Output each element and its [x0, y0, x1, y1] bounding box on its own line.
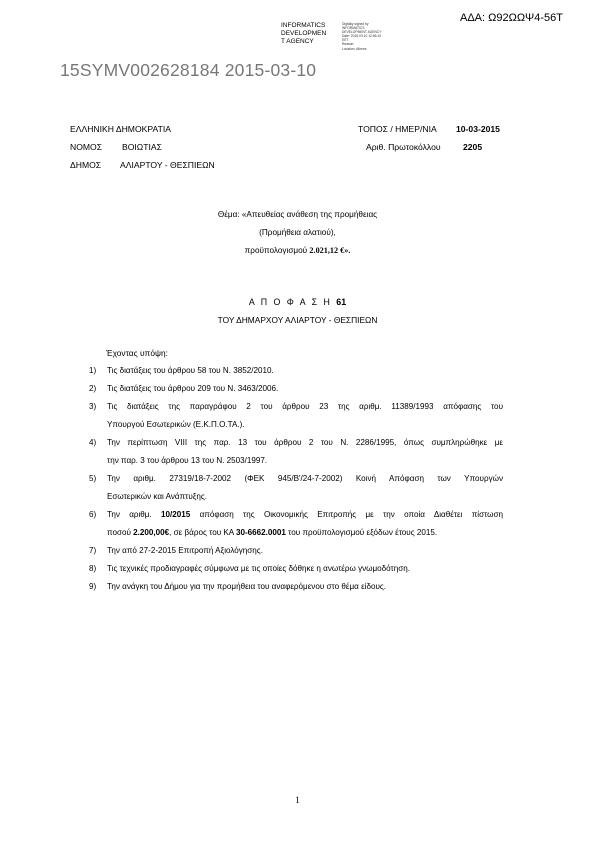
list-item-text: Τις τεχνικές προδιαγραφές σύμφωνα με τις οποίες δόθηκε η ανωτέρω γνωμοδότηση.: [107, 564, 410, 573]
municipality-label: ΔΗΜΟΣ: [70, 160, 102, 170]
list-item-number: 4): [89, 438, 97, 447]
signature-detail-line: INFORMATICS: [342, 26, 365, 31]
decision-number: 61: [336, 297, 347, 307]
budget-code: 30-6662.0001: [235, 528, 286, 537]
signature-organization: [281, 22, 331, 46]
signature-org-line: INFORMATICS: [281, 22, 326, 29]
signature-detail-line: DEVELOPMENT AGENCY: [342, 30, 382, 35]
place-date-label: ΤΟΠΟΣ / ΗΜΕΡ/ΝΙΑ: [358, 124, 437, 134]
list-item-text: Τις διατάξεις του άρθρου 209 του Ν. 3463/2006.: [107, 384, 279, 393]
text-run: ποσού: [107, 528, 134, 537]
signature-details: [342, 22, 382, 51]
credit-amount: 2.200,00€: [133, 528, 170, 537]
list-item-text-line-2: Υπουργού Εσωτερικών (Ε.Κ.Π.Ο.ΤΑ.).: [107, 420, 245, 429]
list-item-number: 9): [89, 582, 97, 591]
list-item-text-line-1: Τις διατάξεις της παραγράφου 2 του άρθρου 23 της αριθμ. 11389/1993 απόφασης του: [107, 402, 503, 411]
signature-detail-line: Date: 2015.03.10 12:56:10: [342, 34, 382, 39]
list-item-number: 1): [89, 366, 97, 375]
list-item-number: 6): [89, 510, 97, 519]
municipality-value: ΑΛΙΑΡΤΟΥ - ΘΕΣΠΙΕΩΝ: [120, 160, 215, 170]
list-item-text: Τις διατάξεις του άρθρου 58 του Ν. 3852/2010.: [107, 366, 274, 375]
subject-amount: 2.021,12 €».: [309, 246, 351, 255]
subject-budget-label: προϋπολογισμού: [244, 246, 310, 255]
text-run: του προϋπολογισμού εξόδων έτους 2015.: [285, 528, 438, 537]
list-item-number: 8): [89, 564, 97, 573]
place-date-value: 10-03-2015: [456, 124, 500, 134]
list-item-text-line-2: την παρ. 3 του άρθρου 13 του Ν. 2503/1997.: [107, 456, 268, 465]
document-id: 15SYMV002628184 2015-03-10: [60, 60, 317, 80]
signature-detail-line: Location: Athens: [342, 46, 367, 51]
ada-label: ΑΔΑ: Ω92ΩΩΨ4-56Τ: [460, 12, 563, 24]
text-run: Την αριθμ.: [107, 510, 161, 519]
subject-line-3: [0, 246, 595, 255]
list-item-number: 3): [89, 402, 97, 411]
list-item-text-line-2: [107, 524, 503, 542]
signature-detail-line: Reason:: [342, 42, 355, 47]
signature-detail-line: Digitally signed by: [342, 22, 369, 26]
protocol-label: Αριθ. Πρωτοκόλλου: [366, 142, 441, 152]
decision-ref: 10/2015: [161, 510, 191, 519]
signature-detail-line: EET: [342, 38, 349, 43]
considering-heading: Έχοντας υπόψη:: [106, 348, 168, 358]
decision-title: [0, 297, 595, 307]
prefecture-value: ΒΟΙΩΤΙΑΣ: [122, 142, 162, 152]
republic-label: ΕΛΛΗΝΙΚΗ ΔΗΜΟΚΡΑΤΙΑ: [70, 124, 171, 134]
list-item-number: 2): [89, 384, 97, 393]
list-item-number: 5): [89, 474, 97, 483]
list-item-text-line-1: Την αριθμ. 27319/18-7-2002 (ΦΕΚ 945/Β'/24-7-2002) Κοινή Απόφαση των Υπουργών: [107, 474, 503, 483]
decision-title-text: Α Π Ο Φ Α Σ Η: [248, 297, 332, 307]
text-run: απόφαση της Οικονομικής Επιτροπής με την οποία Διαθέτει πίστωση: [190, 510, 503, 519]
text-run: , σε βάρος του ΚΑ: [169, 528, 236, 537]
list-item-text-line-1: [107, 506, 503, 524]
prefecture-label: ΝΟΜΟΣ: [70, 142, 103, 152]
signature-org-line: DEVELOPMEN: [281, 30, 327, 37]
list-item-text-line-2: Εσωτερικών και Ανάπτυξης.: [107, 492, 208, 501]
list-item-text: Την από 27-2-2015 Επιτροπή Αξιολόγησης.: [107, 546, 263, 555]
list-item-number: 7): [89, 546, 97, 555]
list-item-text: Την ανάγκη του Δήμου για την προμήθεια του αναφερόμενου στο θέμα είδους.: [107, 582, 387, 591]
decision-subtitle: ΤΟΥ ΔΗΜΑΡΧΟΥ ΑΛΙΑΡΤΟΥ - ΘΕΣΠΙΕΩΝ: [217, 315, 378, 325]
signature-org-line: T AGENCY: [281, 38, 314, 45]
list-item-text-line-1: Την περίπτωση VIII της παρ. 13 του άρθρου 2 του Ν. 2286/1995, όπως συμπληρώθηκε με: [107, 438, 503, 447]
page-number: 1: [295, 795, 300, 805]
protocol-value: 2205: [463, 142, 483, 152]
subject-line-1: Θέμα: «Απευθείας ανάθεση της προμήθειας: [217, 210, 378, 219]
subject-line-2: (Προμήθεια αλατιού),: [259, 228, 336, 237]
